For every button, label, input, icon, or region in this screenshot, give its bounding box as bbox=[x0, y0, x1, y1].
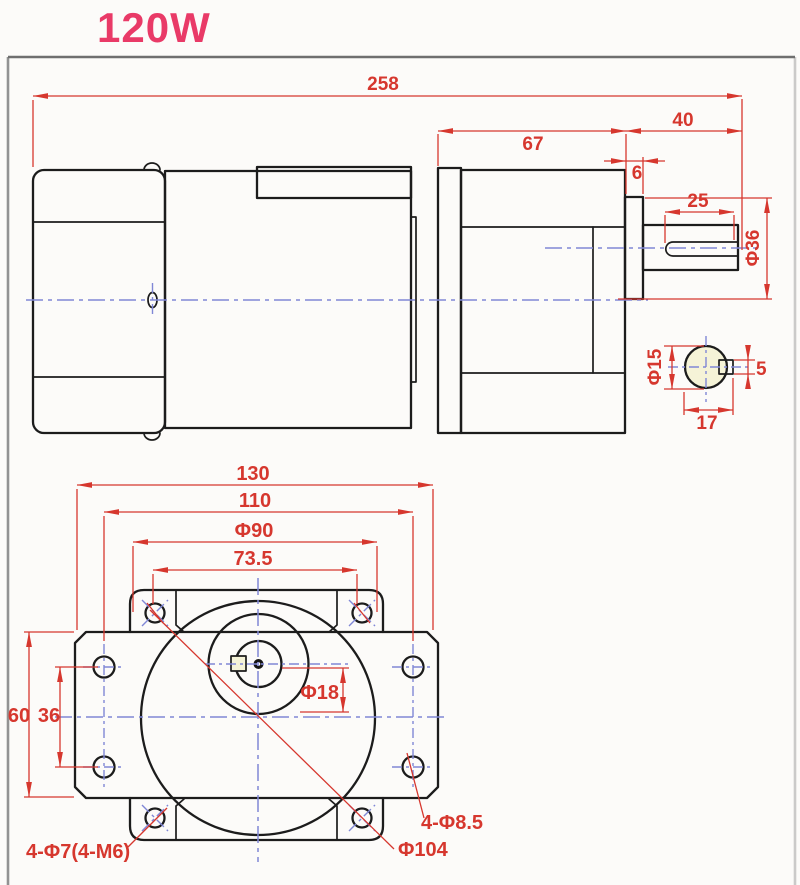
dim-label-phi18: Φ18 bbox=[300, 682, 339, 704]
side-view-outline bbox=[33, 163, 738, 440]
dim-label-60: 60 bbox=[7, 705, 31, 727]
front-view-centerlines bbox=[55, 578, 448, 862]
dim-label-130: 130 bbox=[236, 463, 270, 485]
motor-rear-cap bbox=[33, 170, 165, 433]
dim-label-25: 25 bbox=[687, 191, 709, 212]
dim-boss-thickness bbox=[604, 157, 665, 194]
dim-label-6: 6 bbox=[631, 163, 643, 184]
dim-keyway-length bbox=[665, 191, 734, 243]
dim-label-67: 67 bbox=[522, 134, 544, 155]
dim-label-40: 40 bbox=[672, 110, 694, 131]
dim-label-phi104: Φ104 bbox=[398, 839, 448, 861]
dim-label-4-phi8-5: 4-Φ8.5 bbox=[421, 812, 484, 834]
side-view-centerlines bbox=[26, 248, 757, 317]
dim-overall-length bbox=[33, 74, 742, 250]
dim-label-36: 36 bbox=[37, 705, 61, 727]
page-title: 120W bbox=[97, 4, 211, 51]
gearbox-body bbox=[461, 170, 625, 433]
dim-label-5: 5 bbox=[756, 359, 767, 380]
dim-body-diameter-label bbox=[150, 610, 449, 861]
dim-label-17: 17 bbox=[696, 413, 718, 434]
page-frame bbox=[8, 57, 795, 885]
front-view-drawing bbox=[8, 463, 483, 863]
dim-label-110: 110 bbox=[238, 490, 272, 512]
dim-label-258: 258 bbox=[367, 74, 399, 95]
shaft-keyway bbox=[666, 242, 738, 256]
dim-shaft-end-length bbox=[626, 110, 742, 131]
dim-tab-hole-spacing bbox=[153, 548, 357, 604]
dim-label-phi36: Φ36 bbox=[743, 229, 764, 267]
dim-corner-holes-label bbox=[407, 753, 483, 834]
dim-shaft-boss-diameter bbox=[282, 668, 349, 712]
dim-label-phi90: Φ90 bbox=[234, 520, 274, 542]
side-view-drawing bbox=[26, 74, 772, 440]
dim-label-phi15: Φ15 bbox=[645, 348, 666, 386]
dim-gearbox-length bbox=[438, 131, 626, 194]
dim-label-4-phi7: 4-Φ7(4-M6) bbox=[26, 841, 131, 863]
side-view-dimensions bbox=[33, 74, 772, 434]
dim-label-73-5: 73.5 bbox=[233, 548, 273, 570]
bottom-tab-band bbox=[130, 798, 383, 840]
